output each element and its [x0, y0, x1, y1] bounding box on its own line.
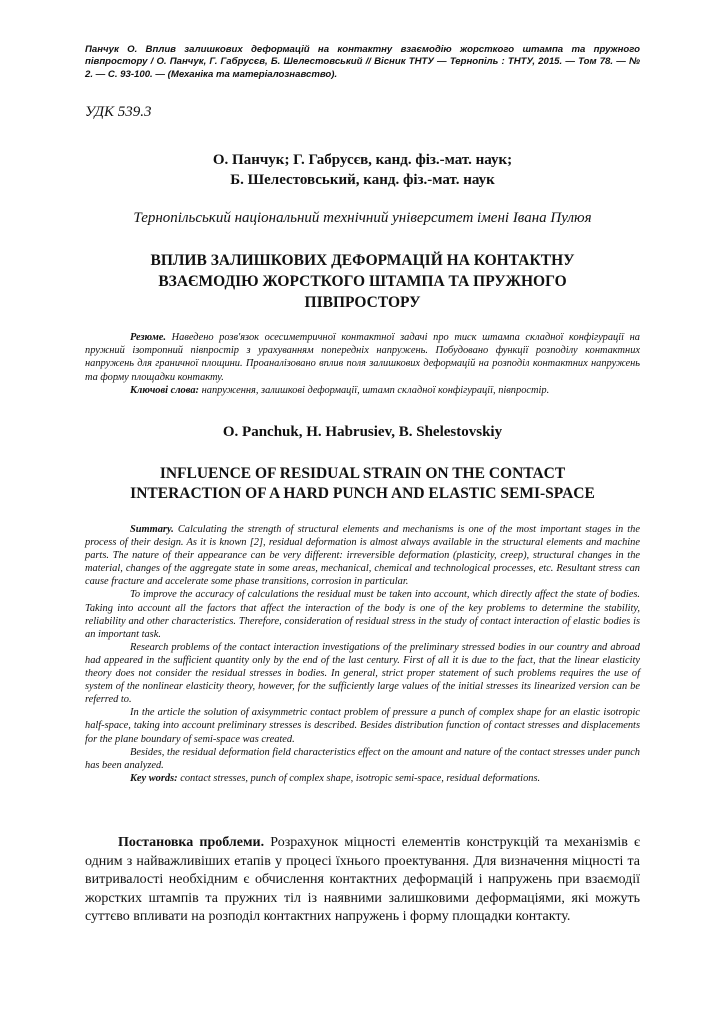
- summary-paragraph: To improve the accuracy of calculations the residual must be taken into account, which directly affect the state of bodies. Taking into account all the factors that affect the interaction of the body is one of the key problems to determine the stability, reliability and other characteristics. Therefore, consideration of residual stress in the study of contact interaction of elastic bodies is an important task.: [85, 589, 640, 640]
- keywords-en: [85, 772, 640, 785]
- summary-text: Calculating the strength of structural elements and mechanisms is one of the most important stages in the process of their design. As it is known [2], residual deformation is almost always available in the structural elements and machine parts. The nature of their appearance can be very different: irreversible deformation (plasticity, creep), structural changes in the material, changes of the aggregate state in some areas, mechanical, chemical and technological processes, etc. Resultant stress can cause fracture and accelerate some phase transitions, corrosion in particular.: [85, 524, 640, 588]
- summary-paragraph: In the article the solution of axisymmetric contact problem of pressure a punch of complex shape for an elastic isotropic half-space, taking into account preliminary stresses is described. Besides distribution function of contact stresses and displacements for the plane boundary of semi-space was created.: [85, 707, 640, 745]
- affiliation: Тернопільський національний технічний університет імені Івана Пулюя: [133, 210, 592, 226]
- authors-ua-line: Б. Шелестовський, канд. фіз.-мат. наук: [230, 172, 495, 188]
- title-en-line: INTERACTION OF A HARD PUNCH AND ELASTIC SEMI-SPACE: [130, 485, 595, 502]
- keywords-ua-label: Ключові слова:: [130, 384, 199, 396]
- title-ua-line: ВПЛИВ ЗАЛИШКОВИХ ДЕФОРМАЦІЙ НА КОНТАКТНУ: [150, 252, 575, 269]
- keywords-en-label: Key words:: [130, 772, 178, 784]
- keywords-en-text: contact stresses, punch of complex shape, isotropic semi-space, residual deformations.: [180, 772, 541, 784]
- keywords-ua-text: напруження, залишкові деформації, штамп складної конфігурації, півпростір.: [201, 384, 550, 396]
- body-text: Розрахунок міцності елементів конструкцій та механізмів є одним з найважливіших етапів у процесі їхнього проектування. Для визначення міцності та витривалості необхідним є обчислення контактних деформацій і напружень при взаємодії жорстких штампів та пружних тіл із наявними залишковими деформаціями, які можуть суттєво впливати на розподіл контактних напружень і форму площадки контакту.: [85, 835, 640, 925]
- udc-code: УДК 539.3: [85, 104, 152, 120]
- abstract-ua-label: Резюме.: [130, 332, 167, 343]
- body-section: [85, 834, 640, 927]
- section-heading: Постановка проблеми.: [118, 835, 265, 850]
- abstract-ua-text: Наведено розв'язок осесиметричної контактної задачі про тиск штампа складної конфігурації на пружний ізотропний півпростір з урахуванням попередніх напружень. Побудовано функції розподілу контактних напружень для граничної площини. Проаналізовано вплив поля залишкових деформацій на розподіл контактних напружень та форму площадки контакту.: [85, 332, 640, 383]
- paper-title-ua: [85, 250, 640, 313]
- abstract-ua-paragraph: [85, 331, 640, 384]
- citation: Панчук О. Вплив залишкових деформацій на контактну взаємодію жорсткого штампа та пружного півпростору / О. Панчук, Г. Габрусєв, Б. Шелестовський // Вісник ТНТУ — Тернопіль : ТНТУ, 2015. — Том 78. — № 2. — С. 93-100. — (Механіка та матеріалознавство).: [85, 44, 640, 80]
- summary-en: [85, 523, 640, 785]
- summary-paragraph: [85, 523, 640, 588]
- paper-title-en: [85, 464, 640, 504]
- body-paragraph: [85, 834, 640, 927]
- keywords-ua: [85, 384, 640, 397]
- summary-label: Summary.: [130, 524, 174, 535]
- title-ua-line: ВЗАЄМОДІЮ ЖОРСТКОГО ШТАМПА ТА ПРУЖНОГО: [158, 273, 567, 290]
- authors-ua-line: О. Панчук; Г. Габрусєв, канд. фіз.-мат. наук;: [212, 152, 513, 168]
- abstract-ua: [85, 331, 640, 397]
- summary-paragraph: Research problems of the contact interaction investigations of the preliminary stressed bodies in our country and abroad had appeared in the sufficient quantity only by the end of the last century. First of all it is due to the fact, that the linear elasticity theory does not consider the residual stresses in bodies. In general, strict proper statement of such problems requires the use of system of the nonlinear elasticity theory, however, for the sufficiently large values of the initial stresses its linearized version can be referred to.: [85, 641, 640, 706]
- title-en-line: INFLUENCE OF RESIDUAL STRAIN ON THE CONTACT: [159, 465, 566, 482]
- title-ua-line: ПІВПРОСТОРУ: [304, 294, 421, 311]
- authors-ua: [85, 150, 640, 190]
- authors-en: O. Panchuk, H. Habrusiev, B. Shelestovskiy: [222, 424, 503, 440]
- summary-paragraph: Besides, the residual deformation field characteristics effect on the amount and nature of the contact stresses under punch has been analyzed.: [85, 746, 640, 771]
